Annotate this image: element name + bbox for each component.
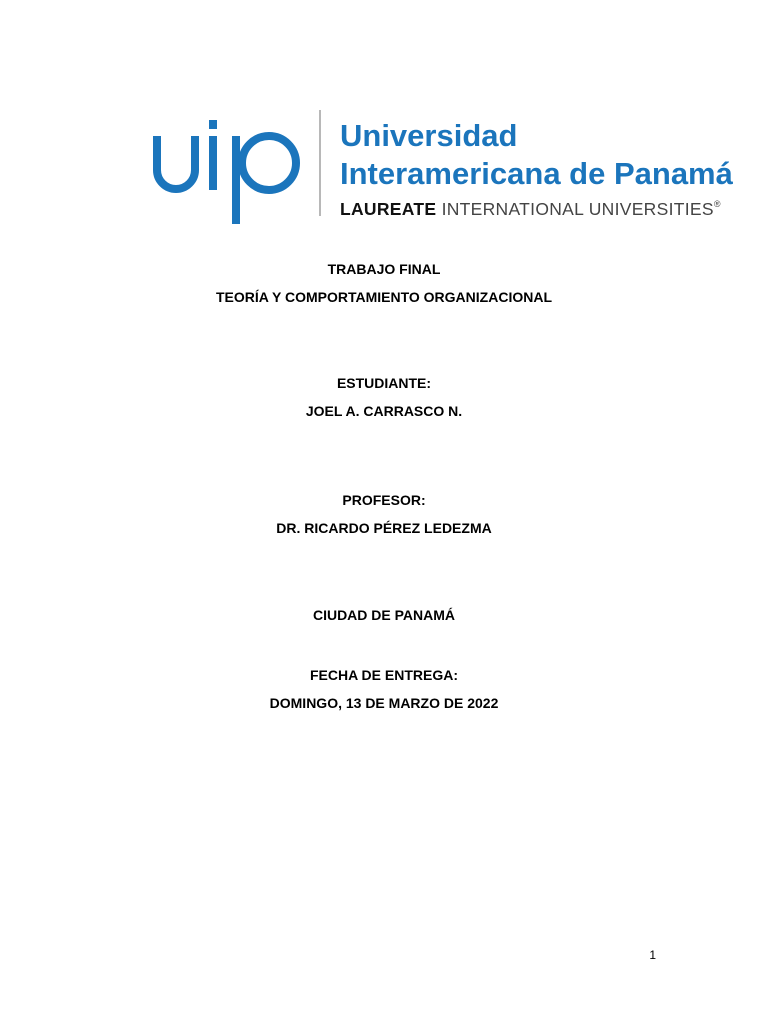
- trademark-symbol: ®: [713, 199, 721, 209]
- due-date: DOMINGO, 13 DE MARZO DE 2022: [269, 695, 499, 711]
- page-number: 1: [649, 948, 656, 962]
- uip-letter-p-stem: [232, 136, 240, 224]
- due-date-label: FECHA DE ENTREGA:: [309, 667, 459, 683]
- university-name-line1: Universidad: [340, 118, 518, 153]
- university-logo: [148, 108, 733, 226]
- uip-letter-i-dot: [209, 120, 217, 129]
- uip-logo-mark: [148, 108, 308, 226]
- city: CIUDAD DE PANAMÁ: [312, 607, 456, 623]
- network-subtitle: INTERNATIONAL UNIVERSITIES: [441, 199, 714, 219]
- professor-label: PROFESOR:: [342, 492, 426, 508]
- uip-letter-u: [157, 136, 195, 189]
- professor-name: DR. RICARDO PÉREZ LEDEZMA: [276, 520, 492, 536]
- course-title: TEORÍA Y COMPORTAMIENTO ORGANIZACIONAL: [215, 289, 552, 305]
- uip-letter-i-stem: [209, 136, 217, 190]
- uip-letter-p-bowl: [242, 136, 296, 190]
- network-tagline: [340, 199, 721, 220]
- logo-divider: [319, 110, 321, 216]
- network-name: LAUREATE: [340, 199, 437, 219]
- student-name: JOEL A. CARRASCO N.: [305, 403, 463, 419]
- university-name-line2: Interamericana de Panamá: [340, 156, 733, 191]
- document-type: TRABAJO FINAL: [327, 261, 441, 277]
- student-label: ESTUDIANTE:: [336, 375, 432, 391]
